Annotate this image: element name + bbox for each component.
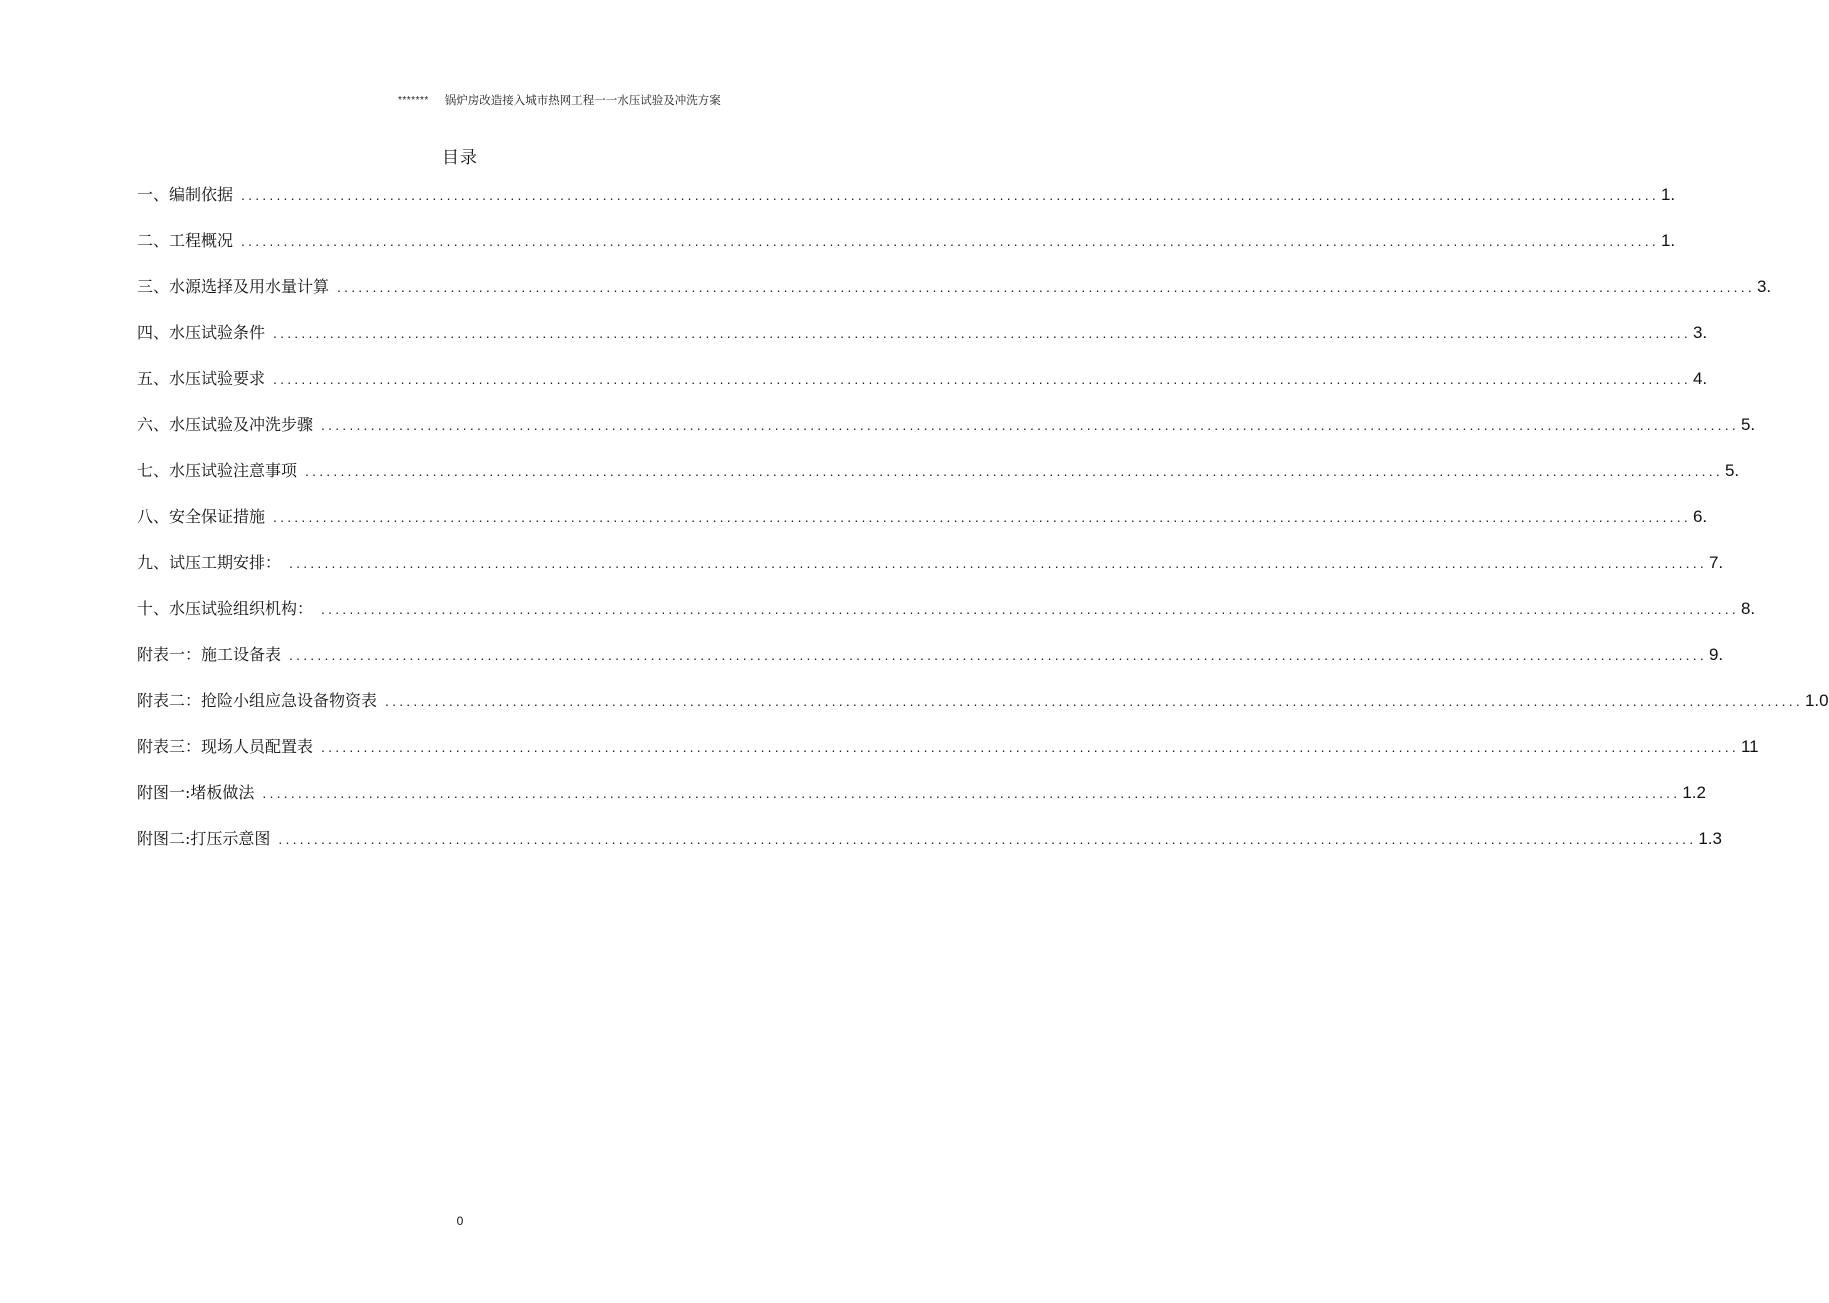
toc-dot-leader: ........................................................................................................................................................................................................: [273, 509, 1691, 525]
toc-entry-page: 7.: [1708, 553, 1724, 572]
toc-entry[interactable]: [137, 734, 1759, 780]
toc-dot-leader: ........................................................................................................................................................................................................: [385, 693, 1803, 709]
header-title: 锅炉房改造接入城市热网工程一一水压试验及冲洗方案: [444, 93, 721, 107]
toc-dot-leader: ........................................................................................................................................................................................................: [262, 785, 1681, 801]
toc-title: 目录: [442, 148, 478, 168]
toc-dot-leader: ........................................................................................................................................................................................................: [289, 647, 1707, 663]
toc-dot-leader: ........................................................................................................................................................................................................: [321, 739, 1739, 755]
toc-entry-page: 4.: [1692, 369, 1708, 388]
toc-entry[interactable]: [137, 596, 1756, 642]
toc-entry-label: 四、水压试验条件: [137, 323, 266, 342]
toc-entry-label: 五、水压试验要求: [137, 369, 266, 388]
toc-entry[interactable]: [137, 688, 1829, 734]
toc-entry[interactable]: [137, 274, 1772, 320]
toc-entry-page: 8.: [1740, 599, 1756, 618]
toc-entry-page: 3.: [1756, 277, 1772, 296]
toc-entry-label: 附图二:打压示意图: [137, 829, 271, 848]
toc-dot-leader: ........................................................................................................................................................................................................: [278, 831, 1697, 847]
toc-entry[interactable]: [137, 458, 1740, 504]
toc-entry-page: 9.: [1708, 645, 1724, 664]
toc-dot-leader: ........................................................................................................................................................................................................: [321, 417, 1739, 433]
toc-entry[interactable]: [137, 320, 1708, 366]
toc-dot-leader: ........................................................................................................................................................................................................: [321, 601, 1739, 617]
toc-entry[interactable]: [137, 228, 1676, 274]
toc-entry-page: 11: [1740, 737, 1759, 756]
toc-dot-leader: ........................................................................................................................................................................................................: [289, 555, 1707, 571]
toc-entry[interactable]: [137, 412, 1756, 458]
toc-entry-page: 5.: [1724, 461, 1740, 480]
toc-entry-label: 三、水源选择及用水量计算: [137, 277, 330, 296]
toc-entry[interactable]: [137, 366, 1708, 412]
toc-entry-label: 二、工程概况: [137, 231, 234, 250]
toc-entry-label: 九、试压工期安排：: [137, 553, 282, 572]
toc-entry-label: 八、安全保证措施: [137, 507, 266, 526]
toc-dot-leader: ........................................................................................................................................................................................................: [273, 325, 1691, 341]
toc-entry-label: 七、水压试验注意事项: [137, 461, 298, 480]
toc-entry-page: 1.: [1660, 231, 1676, 250]
page-number: 0: [456, 1214, 464, 1228]
header-stars: *******: [398, 95, 429, 106]
toc-entry-page: 1.0: [1804, 691, 1829, 710]
toc-entry-label: 十、水压试验组织机构：: [137, 599, 314, 618]
toc-entry[interactable]: [137, 504, 1708, 550]
toc-entry-page: 1.2: [1682, 783, 1706, 802]
toc-entry-page: 1.3: [1698, 829, 1722, 848]
page-header: [398, 92, 721, 108]
table-of-contents: [137, 182, 1829, 872]
toc-dot-leader: ........................................................................................................................................................................................................: [273, 371, 1691, 387]
toc-entry-page: 3.: [1692, 323, 1708, 342]
toc-entry-page: 1.: [1660, 185, 1676, 204]
toc-dot-leader: ........................................................................................................................................................................................................: [305, 463, 1723, 479]
toc-entry-label: 一、编制依据: [137, 185, 234, 204]
toc-entry-label: 附表三：现场人员配置表: [137, 737, 314, 756]
toc-entry-page: 5.: [1740, 415, 1756, 434]
toc-entry[interactable]: [137, 182, 1676, 228]
toc-dot-leader: ........................................................................................................................................................................................................: [337, 279, 1755, 295]
toc-entry-label: 六、水压试验及冲洗步骤: [137, 415, 314, 434]
toc-entry-label: 附表二：抢险小组应急设备物资表: [137, 691, 378, 710]
toc-dot-leader: ........................................................................................................................................................................................................: [241, 233, 1659, 249]
toc-entry-label: 附表一：施工设备表: [137, 645, 282, 664]
toc-entry[interactable]: [137, 826, 1722, 872]
toc-entry-label: 附图一:堵板做法: [137, 783, 255, 802]
toc-entry[interactable]: [137, 642, 1724, 688]
toc-entry[interactable]: [137, 780, 1706, 826]
toc-dot-leader: ........................................................................................................................................................................................................: [241, 187, 1659, 203]
toc-entry-page: 6.: [1692, 507, 1708, 526]
toc-entry[interactable]: [137, 550, 1724, 596]
